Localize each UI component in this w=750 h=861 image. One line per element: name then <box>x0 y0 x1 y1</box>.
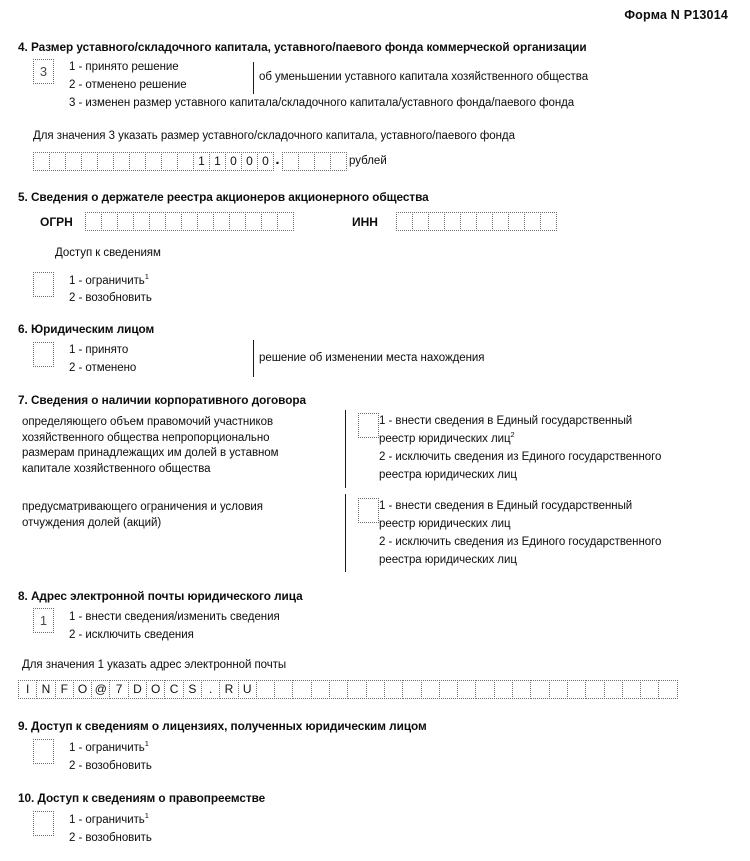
email-cell[interactable]: @ <box>91 680 110 699</box>
section-10-footnote-marker: 1 <box>144 811 149 821</box>
email-cell[interactable]: F <box>55 680 74 699</box>
section-10-option-2[interactable]: 2 - возобновить <box>69 832 152 844</box>
email-cell[interactable] <box>549 680 568 699</box>
capital-amount-cell[interactable] <box>113 152 130 171</box>
email-cell[interactable]: I <box>18 680 37 699</box>
capital-kopecks-cell[interactable] <box>330 152 347 171</box>
capital-amount-cell[interactable] <box>145 152 162 171</box>
email-cell[interactable] <box>475 680 494 699</box>
decimal-separator: . <box>275 151 280 168</box>
email-cell[interactable]: O <box>146 680 165 699</box>
capital-amount-cell[interactable] <box>33 152 50 171</box>
email-cell[interactable] <box>292 680 311 699</box>
capital-amount-cell[interactable]: 1 <box>209 152 226 171</box>
ogrn-cell[interactable] <box>245 212 262 231</box>
section-5-title: 5. Сведения о держателе реестра акционеров акционерного общества <box>18 190 429 204</box>
ogrn-cell[interactable] <box>101 212 118 231</box>
email-cell[interactable]: D <box>128 680 147 699</box>
ogrn-cell[interactable] <box>117 212 134 231</box>
email-cell[interactable] <box>402 680 421 699</box>
email-cell[interactable] <box>640 680 659 699</box>
currency-unit-label: рублей <box>349 155 387 167</box>
section-10-option-1[interactable] <box>69 811 149 826</box>
inn-cell[interactable] <box>396 212 413 231</box>
section-8-instruction: Для значения 1 указать адрес электронной почты <box>22 659 287 671</box>
section-8-checkbox[interactable]: 1 <box>33 608 54 633</box>
inn-cell[interactable] <box>492 212 509 231</box>
inn-cell[interactable] <box>508 212 525 231</box>
email-cell[interactable]: R <box>219 680 238 699</box>
section-7-row-1-option-1-line-2[interactable] <box>379 430 515 445</box>
section-7-row-2-divider <box>345 494 346 572</box>
inn-field[interactable] <box>396 212 556 231</box>
capital-kopecks-cell[interactable] <box>314 152 331 171</box>
ogrn-cell[interactable] <box>277 212 294 231</box>
section-10-option-1-text: 1 - ограничить <box>69 814 145 826</box>
capital-amount-cell[interactable]: 0 <box>241 152 258 171</box>
section-7-title: 7. Сведения о наличии корпоративного договора <box>18 393 307 407</box>
email-cell[interactable] <box>604 680 623 699</box>
section-7-row-2-checkbox[interactable] <box>358 498 379 523</box>
ogrn-cell[interactable] <box>85 212 102 231</box>
section-10-checkbox[interactable] <box>33 811 54 836</box>
section-7-row-1-option-2-line-2[interactable]: реестра юридических лиц <box>379 469 517 481</box>
email-cell[interactable] <box>658 680 677 699</box>
ogrn-cell[interactable] <box>229 212 246 231</box>
section-4-side-note: об уменьшении уставного капитала хозяйственного общества <box>259 71 589 83</box>
section-7-row-1-option-1-line-1[interactable]: 1 - внести сведения в Единый государственный <box>379 415 633 427</box>
capital-amount-cell[interactable] <box>49 152 66 171</box>
capital-amount-cell[interactable] <box>161 152 178 171</box>
section-8-title: 8. Адрес электронной почты юридического лица <box>18 589 303 603</box>
email-cell[interactable]: C <box>164 680 183 699</box>
inn-label: ИНН <box>352 215 378 229</box>
ogrn-label: ОГРН <box>40 215 73 229</box>
capital-amount-cell[interactable]: 0 <box>257 152 274 171</box>
email-cell[interactable] <box>384 680 403 699</box>
section-7-row-2-option-1-line-1[interactable]: 1 - внести сведения в Единый государственный <box>379 500 633 512</box>
section-7-row-1-option-1-line-2-text: реестр юридических лиц <box>379 433 511 445</box>
section-9-title: 9. Доступ к сведениям о лицензиях, полученных юридическим лицом <box>18 719 427 733</box>
section-9-option-2[interactable]: 2 - возобновить <box>69 760 152 772</box>
email-cell[interactable]: S <box>183 680 202 699</box>
section-9-option-1-text: 1 - ограничить <box>69 742 145 754</box>
section-5-access-label: Доступ к сведениям <box>55 247 161 259</box>
email-cell[interactable] <box>311 680 330 699</box>
inn-cell[interactable] <box>412 212 429 231</box>
section-6-option-2[interactable]: 2 - отменено <box>69 362 137 374</box>
section-7-row-1-option-2-line-1[interactable]: 2 - исключить сведения из Единого государственного <box>379 451 662 463</box>
ogrn-cell[interactable] <box>149 212 166 231</box>
capital-amount-cell[interactable]: 1 <box>193 152 210 171</box>
email-address-field[interactable] <box>18 680 677 699</box>
section-4-divider <box>253 62 254 94</box>
ogrn-cell[interactable] <box>197 212 214 231</box>
section-6-checkbox[interactable] <box>33 342 54 367</box>
email-cell[interactable] <box>274 680 293 699</box>
email-cell[interactable] <box>256 680 275 699</box>
inn-cell[interactable] <box>540 212 557 231</box>
section-9-option-1[interactable] <box>69 739 149 754</box>
email-cell[interactable]: 7 <box>109 680 128 699</box>
ogrn-cell[interactable] <box>181 212 198 231</box>
inn-cell[interactable] <box>476 212 493 231</box>
capital-amount-cell[interactable] <box>97 152 114 171</box>
section-4-option-2[interactable]: 2 - отменено решение <box>69 79 187 91</box>
ogrn-cell[interactable] <box>261 212 278 231</box>
email-cell[interactable] <box>567 680 586 699</box>
ogrn-cell[interactable] <box>165 212 182 231</box>
email-cell[interactable]: . <box>201 680 220 699</box>
inn-cell[interactable] <box>444 212 461 231</box>
section-7-row-2-option-1-line-2[interactable]: реестр юридических лиц <box>379 518 511 530</box>
section-7-row-2-option-2-line-2[interactable]: реестра юридических лиц <box>379 554 517 566</box>
email-cell[interactable]: O <box>73 680 92 699</box>
inn-cell[interactable] <box>460 212 477 231</box>
section-7-row-1-checkbox[interactable] <box>358 413 379 438</box>
section-4-checkbox[interactable]: 3 <box>33 59 54 84</box>
email-cell[interactable] <box>439 680 458 699</box>
email-cell[interactable] <box>512 680 531 699</box>
section-5-option-1[interactable] <box>69 272 149 287</box>
section-4-option-3[interactable]: 3 - изменен размер уставного капитала/складочного капитала/уставного фонда/паевого фонда <box>69 97 575 109</box>
ogrn-field[interactable] <box>85 212 293 231</box>
capital-kopecks-cell[interactable] <box>298 152 315 171</box>
section-5-checkbox[interactable] <box>33 272 54 297</box>
capital-amount-cell[interactable]: 0 <box>225 152 242 171</box>
capital-amount-field[interactable] <box>33 152 387 171</box>
section-4-option-1[interactable]: 1 - принято решение <box>69 61 179 73</box>
email-cell[interactable] <box>457 680 476 699</box>
section-9-footnote-marker: 1 <box>144 739 149 749</box>
section-7-row-1-footnote-marker: 2 <box>510 430 515 440</box>
email-cell[interactable] <box>347 680 366 699</box>
section-4-instruction: Для значения 3 указать размер уставного/складочного капитала, уставного/паевого фонда <box>33 130 515 142</box>
section-6-side-note: решение об изменении места нахождения <box>259 352 485 364</box>
capital-amount-cell[interactable] <box>177 152 194 171</box>
section-4-title: 4. Размер уставного/складочного капитала, уставного/паевого фонда коммерческой организации <box>18 40 587 54</box>
email-cell[interactable]: U <box>238 680 257 699</box>
inn-cell[interactable] <box>428 212 445 231</box>
section-9-checkbox[interactable] <box>33 739 54 764</box>
section-8-option-2[interactable]: 2 - исключить сведения <box>69 629 194 641</box>
section-10-title: 10. Доступ к сведениям о правопреемстве <box>18 791 266 805</box>
section-7-row-2-description: предусматривающего ограничения и условия отчуждения долей (акций) <box>22 501 263 529</box>
form-number-label: Форма N Р13014 <box>624 8 728 22</box>
email-cell[interactable] <box>421 680 440 699</box>
inn-cell[interactable] <box>524 212 541 231</box>
section-6-option-1[interactable]: 1 - принято <box>69 344 129 356</box>
section-6-divider <box>253 340 254 377</box>
capital-amount-cell[interactable] <box>81 152 98 171</box>
section-5-option-1-text: 1 - ограничить <box>69 275 145 287</box>
email-cell[interactable] <box>329 680 348 699</box>
email-cell[interactable] <box>585 680 604 699</box>
section-5-footnote-marker: 1 <box>144 272 149 282</box>
section-7-row-1-description: определяющего объем правомочий участников хозяйственного общества непропорционально размерам принадлежащих им долей в уставном капитале хозяйственного общества <box>22 416 279 475</box>
email-cell[interactable] <box>366 680 385 699</box>
section-6-title: 6. Юридическим лицом <box>18 322 155 336</box>
section-5-option-2[interactable]: 2 - возобновить <box>69 292 152 304</box>
email-cell[interactable] <box>530 680 549 699</box>
section-7-row-1-divider <box>345 410 346 488</box>
section-7-row-2-option-2-line-1[interactable]: 2 - исключить сведения из Единого государственного <box>379 536 662 548</box>
ogrn-cell[interactable] <box>213 212 230 231</box>
email-cell[interactable] <box>494 680 513 699</box>
capital-kopecks-cell[interactable] <box>282 152 299 171</box>
email-cell[interactable] <box>622 680 641 699</box>
capital-amount-cell[interactable] <box>129 152 146 171</box>
capital-amount-cell[interactable] <box>65 152 82 171</box>
email-cell[interactable]: N <box>36 680 55 699</box>
section-8-option-1[interactable]: 1 - внести сведения/изменить сведения <box>69 611 280 623</box>
ogrn-cell[interactable] <box>133 212 150 231</box>
